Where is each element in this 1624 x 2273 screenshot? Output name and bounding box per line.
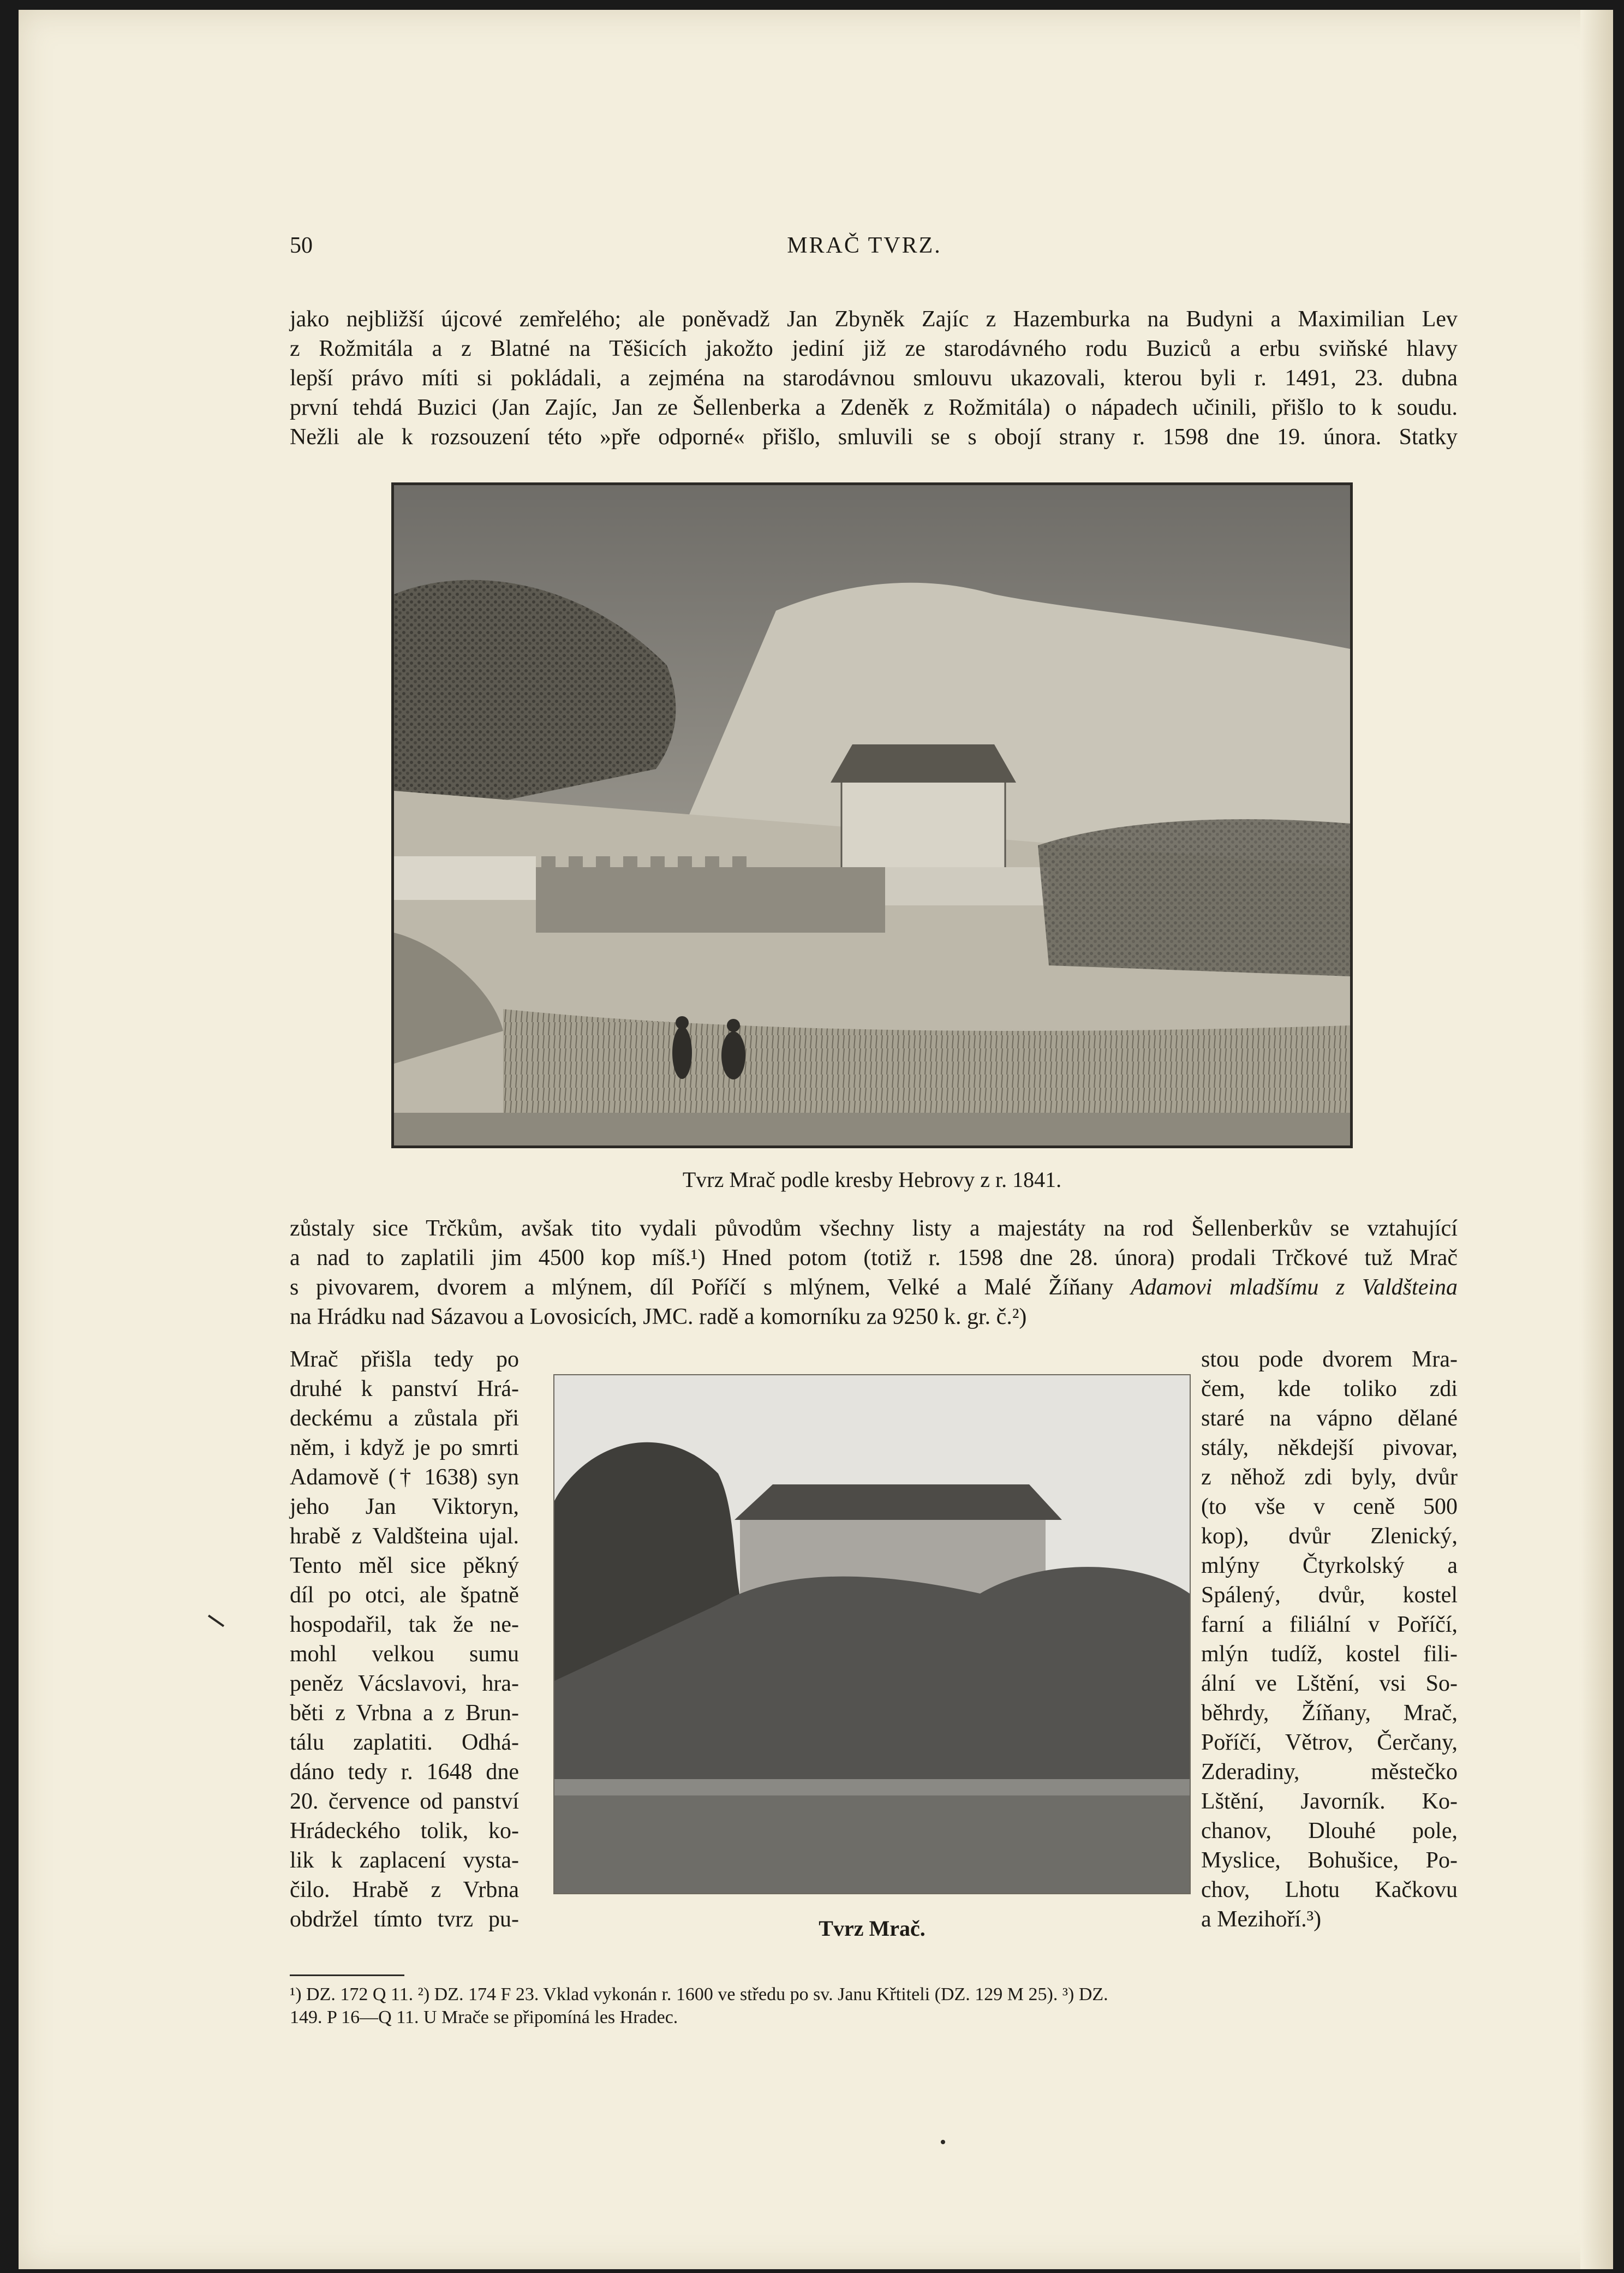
text-line: stou pode dvorem Mra- [1201,1347,1458,1372]
text-line: peněz Vácslavovi, hra- [290,1671,519,1696]
text-line: kop), dvůr Zlenický, [1201,1524,1458,1549]
text-line: chanov, Dlouhé pole, [1201,1818,1458,1844]
text-line: běhrdy, Žíňany, Mrač, [1201,1701,1458,1726]
page-number: 50 [290,233,313,258]
right-column [1201,1345,1458,1934]
text-line: díl po otci, ale špatně [290,1583,519,1608]
text-line: zůstaly sice Trčkům, avšak tito vydali původům všechny listy a majestáty na rod Šellenberkův se vztahující [290,1216,1458,1241]
text-line: jeho Jan Viktoryn, [290,1494,519,1519]
text-line: Zderadiny, městečko [1201,1759,1458,1785]
text-line: chov, Lhotu Kačkovu [1201,1877,1458,1902]
text-line: z něhož zdi byly, dvůr [1201,1465,1458,1490]
text-line: Hrádeckého tolik, ko- [290,1818,519,1844]
text-line: Adamově († 1638) syn [290,1465,519,1490]
running-title: MRAČ TVRZ. [787,233,942,258]
text-line: první tehdá Buzici (Jan Zajíc, Jan ze Šellenberka a Zdeněk z Rožmitála) o nápadech učinili, přišlo to k soudu. [290,395,1458,420]
text-line: Spálený, dvůr, kostel [1201,1583,1458,1608]
footnote-divider [290,1974,404,1976]
drawing-tvrz-mrac-1841 [391,482,1353,1148]
text-line: čem, kde toliko zdi [1201,1376,1458,1401]
text-line: mlýny Čtyrkolský a [1201,1553,1458,1578]
text-line: Lštění, Javorník. Ko- [1201,1789,1458,1814]
text-line: Myslice, Bohušice, Po- [1201,1848,1458,1873]
text-line: z Rožmitála a z Blatné na Těšicích jakožto jediní již ze starodávného rodu Buziců a erbu sviňské hlavy [290,336,1458,361]
text-line: Mrač přišla tedy po [290,1347,519,1372]
text-line: něm, i když je po smrti [290,1435,519,1460]
text-line: Poříčí, Větrov, Čerčany, [1201,1730,1458,1755]
photo-tvrz-mrac [553,1374,1191,1894]
text-line: druhé k panství Hrá- [290,1376,519,1401]
text-line: dáno tedy r. 1648 dne [290,1759,519,1785]
text-line: ální ve Lštění, vsi So- [1201,1671,1458,1696]
text-line-italic: s pivovarem, dvorem a mlýnem, díl Poříčí s mlýnem, Velké a Malé Žíňany Adamovi mladšímu z Valdšteina [290,1275,1458,1300]
text-line: 20. července od panství [290,1789,519,1814]
text-line: lik k zaplacení vysta- [290,1848,519,1873]
page-spine-shadow [1580,10,1613,2269]
paragraph-top [290,305,1458,452]
text-line: jako nejbližší újcové zemřelého; ale poněvadž Jan Zbyněk Zajíc z Hazemburka na Budyni a Maximilian Lev [290,307,1458,332]
paragraph-middle [290,1214,1458,1332]
figure2-caption: Tvrz Mrač. [819,1916,926,1941]
text-line: běti z Vrbna a z Brun- [290,1701,519,1726]
text-line: obdržel tímto tvrz pu- [290,1907,519,1932]
book-page [19,10,1613,2269]
text-line: a nad to zaplatili jim 4500 kop míš.¹) Hned potom (totiž r. 1598 dne 28. února) prodali Trčkové tuž Mrač [290,1245,1458,1270]
left-column [290,1345,519,1934]
text-line: stály, někdejší pivovar, [1201,1435,1458,1460]
text-line: na Hrádku nad Sázavou a Lovosicích, JMC. radě a komorníku za 9250 k. gr. č.²) [290,1304,1027,1329]
text-line: hrabě z Valdšteina ujal. [290,1524,519,1549]
text-line: mlýn tudíž, kostel fili- [1201,1642,1458,1667]
text-line: (to vše v ceně 500 [1201,1494,1458,1519]
text-line: Tento měl sice pěkný [290,1553,519,1578]
text-line: a Mezihoří.³) [1201,1907,1322,1932]
text-line: hospodařil, tak že ne- [290,1612,519,1637]
text-line: farní a filiální v Poříčí, [1201,1612,1458,1637]
photograph-illustration [554,1375,1190,1893]
text-line: tálu zaplatiti. Odhá- [290,1730,519,1755]
text-line: čilo. Hrabě z Vrbna [290,1877,519,1902]
text-line: Nežli ale k rozsouzení této »pře odporné« přišlo, smluvili se s obojí strany r. 1598 dne 19. února. Statky [290,425,1458,450]
footnote-line: 149. P 16—Q 11. U Mrače se připomíná les Hradec. [290,2007,678,2027]
text-line: staré na vápno dělané [1201,1406,1458,1431]
page-dot [941,2140,945,2144]
text-line: lepší právo míti si pokládali, a zejména na starodávnou smlouvu ukazovali, kterou byli r. 1491, 23. dubna [290,366,1458,391]
figure1-caption: Tvrz Mrač podle kresby Hebrovy z r. 1841. [682,1167,1062,1192]
margin-mark [208,1615,224,1627]
text-line: deckému a zůstala při [290,1406,519,1431]
landscape-illustration [394,485,1350,1146]
footnote-line: ¹) DZ. 172 Q 11. ²) DZ. 174 F 23. Vklad vykonán r. 1600 ve středu po sv. Janu Křtiteli (DZ. 129 M 25). ³) DZ. [290,1984,1108,2004]
text-line: mohl velkou sumu [290,1642,519,1667]
